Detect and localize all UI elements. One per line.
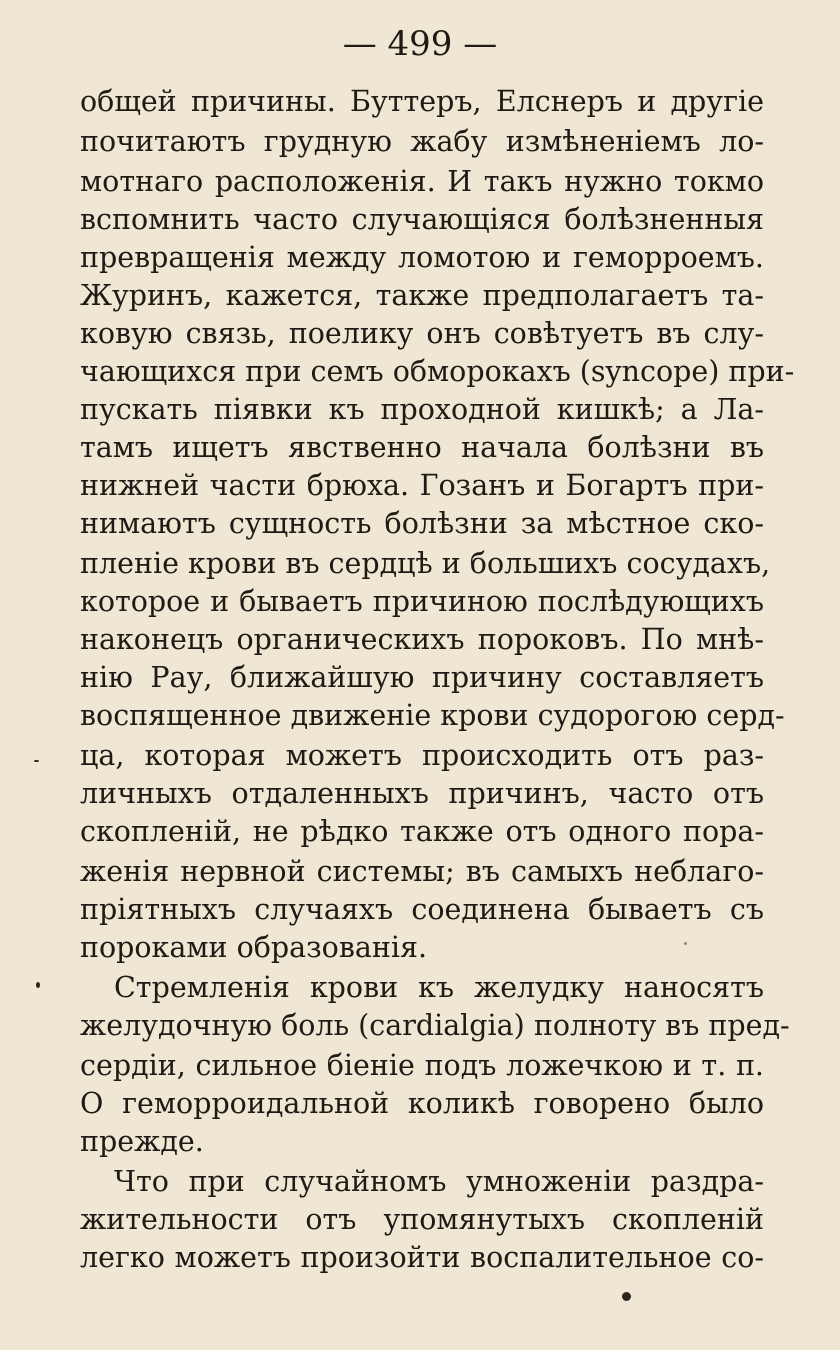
text-line: воспященное движеніе крови судорогою серд- — [80, 699, 785, 732]
ink-spot — [684, 942, 687, 945]
text-line: нію Рау, ближайшую причину составляетъ — [80, 661, 764, 694]
text-line: Что при случайномъ умноженіи раздра- — [114, 1165, 764, 1198]
text-line: жительности отъ упомянутыхъ скопленій — [80, 1203, 764, 1236]
text-line: почитаютъ грудную жабу измѣненіемъ ло- — [80, 125, 764, 158]
text-line: нимаютъ сущность болѣзни за мѣстное ско- — [80, 507, 764, 540]
text-line: прежде. — [80, 1125, 204, 1158]
text-line: женія нервной системы; въ самыхъ неблаго- — [80, 855, 764, 888]
text-line: вспомнить часто случающіяся болѣзненныя — [80, 203, 764, 236]
text-line: чающихся при семъ обморокахъ (synсоре) при- — [80, 355, 795, 388]
text-line: сердіи, сильное біеніе подъ ложечкою и т. п. — [80, 1049, 764, 1082]
text-line: желудочную боль (cardialgia) полнотy въ пред- — [80, 1009, 790, 1042]
text-line: пріятныхъ случаяхъ соединена бываетъ съ — [80, 893, 764, 926]
ink-spot — [34, 760, 39, 762]
text-line: превращенія между ломотою и геморроемъ. — [80, 241, 764, 274]
text-line: мотнаго расположенія. И такъ нужно токмо — [80, 165, 764, 198]
text-line: пускать піявки къ проходной кишкѣ; а Ла- — [80, 393, 764, 426]
text-line: Журинъ, кажется, также предполагаетъ та- — [80, 279, 764, 312]
text-line: нижней части брюха. Гозанъ и Богартъ при- — [80, 469, 764, 502]
page-number: — 499 — — [342, 24, 498, 64]
text-line: тамъ ищетъ явственно начала болѣзни въ — [80, 431, 764, 464]
text-line: легко можетъ произойти воспалительное со- — [80, 1241, 764, 1274]
text-line: скопленій, не рѣдко также отъ одного пора- — [80, 815, 764, 848]
ink-spot — [36, 982, 40, 988]
text-line: личныхъ отдаленныхъ причинъ, часто отъ — [80, 777, 764, 810]
text-line: пленіе крови въ сердцѣ и большихъ сосудахъ, — [80, 547, 771, 580]
text-line: О геморроидальной коликѣ говорено было — [80, 1087, 764, 1120]
text-line: ца, которая можетъ происходить отъ раз- — [80, 739, 764, 772]
ink-spot — [622, 1292, 631, 1301]
text-line: ковую связь, поелику онъ совѣтуетъ въ слу- — [80, 317, 764, 350]
text-line: которое и бываетъ причиною послѣдующихъ — [80, 585, 764, 618]
text-line: Стремленія крови къ желудку наносятъ — [114, 971, 764, 1004]
text-line: пороками образованія. — [80, 931, 428, 964]
text-line: общей причины. Буттеръ, Елснеръ и другіе — [80, 85, 764, 118]
text-line: наконецъ органическихъ пороковъ. По мнѣ- — [80, 623, 764, 656]
